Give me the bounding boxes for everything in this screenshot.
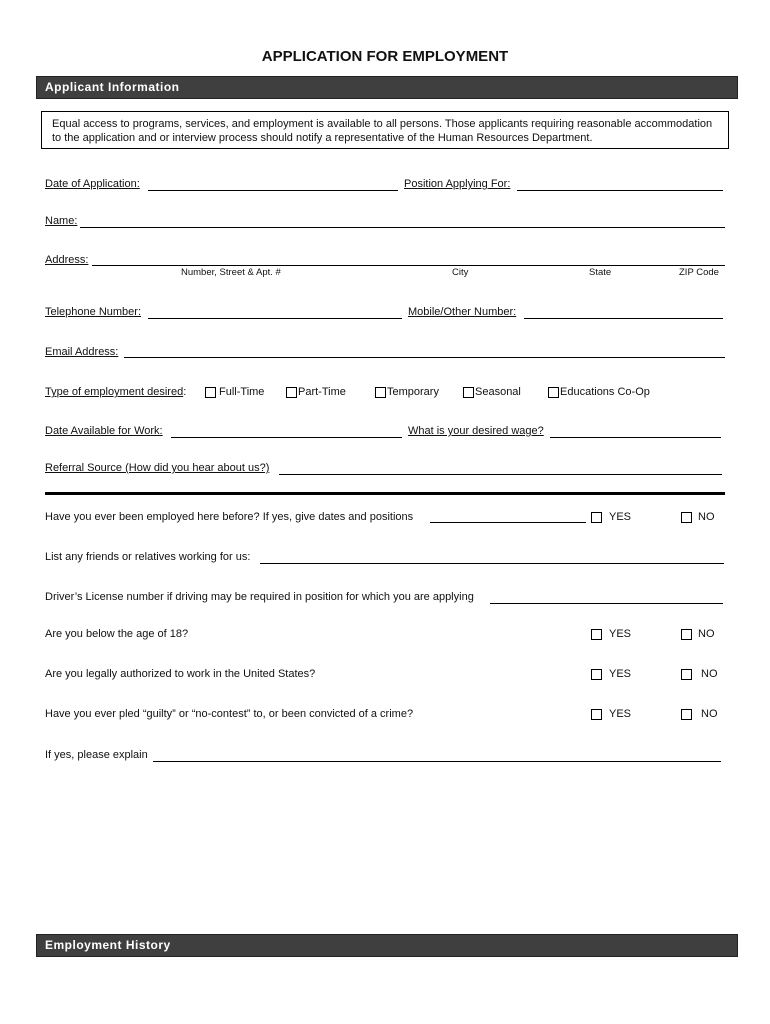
below-18-yes-label: YES bbox=[609, 628, 632, 640]
employed-before-yes-label: YES bbox=[609, 511, 632, 523]
employed-before-question: Have you ever been employed here before? If yes, give dates and positions bbox=[45, 511, 414, 523]
position-applying-for-field[interactable] bbox=[517, 190, 723, 191]
authorized-us-yes-checkbox[interactable] bbox=[591, 669, 602, 680]
section-header-employment-history bbox=[36, 934, 738, 957]
below-18-no-label: NO bbox=[698, 628, 715, 640]
address-state-hint: State bbox=[589, 267, 612, 278]
mobile-label: Mobile/Other Number: bbox=[408, 306, 517, 318]
position-applying-for-label: Position Applying For: bbox=[404, 178, 511, 190]
employed-before-no-label: NO bbox=[698, 511, 715, 523]
employed-before-details-field[interactable] bbox=[430, 522, 586, 523]
seasonal-checkbox[interactable] bbox=[463, 387, 474, 398]
equal-access-notice bbox=[41, 111, 729, 149]
telephone-label: Telephone Number: bbox=[45, 306, 142, 318]
telephone-field[interactable] bbox=[148, 318, 402, 319]
convicted-yes-checkbox[interactable] bbox=[591, 709, 602, 720]
form-title: APPLICATION FOR EMPLOYMENT bbox=[261, 48, 509, 65]
explain-label: If yes, please explain bbox=[45, 749, 148, 761]
desired-wage-field[interactable] bbox=[550, 437, 721, 438]
authorized-us-no-checkbox[interactable] bbox=[681, 669, 692, 680]
full-time-checkbox[interactable] bbox=[205, 387, 216, 398]
part-time-checkbox[interactable] bbox=[286, 387, 297, 398]
address-field[interactable] bbox=[92, 265, 725, 266]
date-of-application-field[interactable] bbox=[148, 190, 398, 191]
seasonal-label: Seasonal bbox=[475, 386, 521, 398]
below-18-question: Are you below the age of 18? bbox=[45, 628, 189, 640]
employed-before-no-checkbox[interactable] bbox=[681, 512, 692, 523]
educations-coop-checkbox[interactable] bbox=[548, 387, 559, 398]
referral-label: Referral Source (How did you hear about us?) bbox=[45, 462, 270, 474]
name-field[interactable] bbox=[80, 227, 725, 228]
friends-relatives-field[interactable] bbox=[260, 563, 724, 564]
notice-text: Equal access to programs, services, and employment is available to all persons. Those applicants requiring reasonable accommodation to the application and or interview process should notify a representative of the Human Resources Department. bbox=[52, 118, 713, 144]
employed-before-yes-checkbox[interactable] bbox=[591, 512, 602, 523]
explain-field[interactable] bbox=[153, 761, 721, 762]
address-label: Address: bbox=[45, 254, 89, 266]
authorized-us-yes-label: YES bbox=[609, 668, 632, 680]
date-available-label: Date Available for Work: bbox=[45, 425, 163, 437]
convicted-no-label: NO bbox=[701, 708, 718, 720]
educations-coop-label: Educations Co-Op bbox=[560, 386, 650, 398]
section-title: Applicant Information bbox=[45, 80, 180, 94]
authorized-us-no-label: NO bbox=[701, 668, 718, 680]
drivers-license-question: Driver’s License number if driving may be required in position for which you are applying bbox=[45, 591, 474, 603]
convicted-yes-label: YES bbox=[609, 708, 632, 720]
employment-type-colon: : bbox=[183, 386, 187, 398]
email-label: Email Address: bbox=[45, 346, 119, 358]
friends-relatives-question: List any friends or relatives working for us: bbox=[45, 551, 251, 563]
date-of-application-label: Date of Application: bbox=[45, 178, 140, 190]
email-field[interactable] bbox=[124, 357, 725, 358]
temporary-checkbox[interactable] bbox=[375, 387, 386, 398]
section-header-applicant-information bbox=[36, 76, 738, 99]
address-zip-hint: ZIP Code bbox=[679, 267, 719, 278]
temporary-label: Temporary bbox=[387, 386, 439, 398]
desired-wage-label: What is your desired wage? bbox=[408, 425, 544, 437]
full-time-label: Full-Time bbox=[219, 386, 265, 398]
name-label: Name: bbox=[45, 215, 78, 227]
below-18-no-checkbox[interactable] bbox=[681, 629, 692, 640]
date-available-field[interactable] bbox=[171, 437, 402, 438]
below-18-yes-checkbox[interactable] bbox=[591, 629, 602, 640]
part-time-label: Part-Time bbox=[298, 386, 346, 398]
mobile-field[interactable] bbox=[524, 318, 723, 319]
authorized-us-question: Are you legally authorized to work in the United States? bbox=[45, 668, 316, 680]
convicted-question: Have you ever pled “guilty” or “no-contest” to, or been convicted of a crime? bbox=[45, 708, 414, 720]
convicted-no-checkbox[interactable] bbox=[681, 709, 692, 720]
employment-type-label bbox=[45, 386, 186, 398]
referral-field[interactable] bbox=[279, 474, 722, 475]
employment-type-label-text: Type of employment desired bbox=[45, 386, 184, 398]
section-divider bbox=[45, 492, 725, 495]
address-city-hint: City bbox=[452, 267, 469, 278]
address-street-hint: Number, Street & Apt. # bbox=[181, 267, 281, 278]
drivers-license-field[interactable] bbox=[490, 603, 723, 604]
section-title: Employment History bbox=[45, 938, 171, 952]
